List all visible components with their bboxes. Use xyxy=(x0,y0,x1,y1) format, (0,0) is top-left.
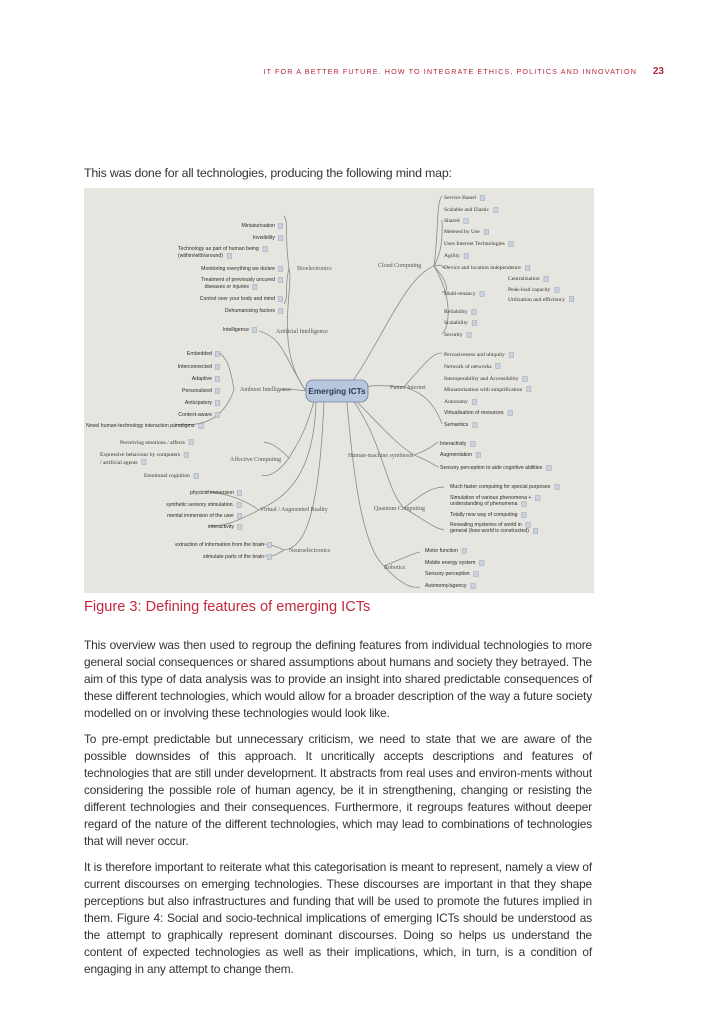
mind-map-item: Peak-load capacity xyxy=(508,287,551,293)
hub-affective-computing: Affective Computing xyxy=(230,457,282,463)
quantum-computing-items xyxy=(450,484,551,534)
mind-map-item: Simulation of various phenomena + xyxy=(450,495,532,501)
mind-map-item: Motor function xyxy=(425,548,458,554)
note-icon xyxy=(267,543,272,548)
mind-map-item: general (how world is constructed) xyxy=(450,528,530,534)
note-icon xyxy=(471,442,476,447)
virtual-reality-items xyxy=(166,490,234,530)
note-icon xyxy=(522,513,527,518)
mind-map-item: Multi-tenancy xyxy=(444,291,476,297)
body-text xyxy=(84,637,592,987)
center-node-label: Emerging ICTs xyxy=(308,387,366,396)
mind-map-item: Metered by Use xyxy=(444,229,480,235)
figure-caption: Figure 3: Defining features of emerging ICTs xyxy=(84,599,371,615)
note-icon xyxy=(278,278,283,283)
paragraph-1: This overview was then used to regroup the defining features from individual technologies to more general social consequences or shared assumptions about humans and society they betrayed. The aim of this type of data analysis was to provide an insight into shared predictable consequences of these different technologies, which would allow for a broader description of the way a future society modelled on or involving these technologies would look like. xyxy=(84,638,592,720)
note-icon xyxy=(215,413,220,418)
mind-map-item: Device and location independence xyxy=(444,265,521,271)
mind-map-item: mental immersion of the user xyxy=(167,513,234,519)
note-icon xyxy=(525,266,530,271)
note-icon xyxy=(227,254,232,259)
mind-map-item: Revealing mysteries of world in xyxy=(450,522,522,528)
mind-map-item: Intelligence xyxy=(222,327,249,333)
note-icon xyxy=(464,254,469,259)
affective-computing-items xyxy=(100,439,190,479)
mind-map-item: Interconnected xyxy=(177,364,212,370)
mind-map-item: Miniaturisation xyxy=(241,223,275,229)
mind-map-item: Sensory perception xyxy=(425,571,470,577)
hub-neuroelectronics: Neuroelectronics xyxy=(289,548,330,554)
note-icon xyxy=(480,196,485,201)
note-icon xyxy=(215,377,220,382)
mind-map-item: Expressive behaviour by computers xyxy=(100,452,181,458)
mind-map-item: Augmentation xyxy=(440,452,473,458)
note-icon xyxy=(555,485,560,490)
mind-map-item: physical immersion xyxy=(189,490,234,496)
note-icon xyxy=(527,387,532,392)
mind-map-item: Invisibility xyxy=(252,235,275,241)
note-icon xyxy=(509,242,514,247)
note-icon xyxy=(215,352,220,357)
note-icon xyxy=(474,572,479,577)
note-icon xyxy=(462,549,467,554)
mind-map-item: understanding of phenomena xyxy=(450,501,518,507)
note-icon xyxy=(278,297,283,302)
mind-map-item: Security xyxy=(444,332,463,338)
mind-map-item: Embedded xyxy=(186,351,212,357)
intro-sentence: This was done for all technologies, producing the following mind map: xyxy=(84,166,452,180)
note-icon xyxy=(509,353,514,358)
hub-future-internet: Future Internet xyxy=(390,385,426,391)
mind-map-item: Context-aware xyxy=(178,412,212,418)
note-icon xyxy=(267,555,272,560)
note-icon xyxy=(215,389,220,394)
mind-map-item: Semantics xyxy=(444,422,469,428)
mind-map-item: Autonomy xyxy=(444,399,468,405)
neuroelectronics-items xyxy=(175,542,264,560)
note-icon xyxy=(467,333,472,338)
note-icon xyxy=(471,584,476,589)
mind-map-item: extraction of information from the brain xyxy=(175,542,264,548)
note-icon xyxy=(215,365,220,370)
note-icon xyxy=(480,292,485,297)
mind-map-item: Agility xyxy=(444,253,460,259)
mind-map-item: Emotional cognition xyxy=(144,473,190,479)
future-internet-items xyxy=(444,352,523,428)
hub-robotics: Robotics xyxy=(384,565,406,571)
mind-map-item: Novel human-technology interaction paradigms xyxy=(86,423,195,429)
mind-map-item: Adaptive xyxy=(191,376,212,382)
note-icon xyxy=(484,230,489,235)
note-icon xyxy=(237,491,242,496)
note-icon xyxy=(252,328,257,333)
mind-map-item: Much faster computing for special purposes xyxy=(450,484,551,490)
running-title: IT FOR A BETTER FUTURE. HOW TO INTEGRATE ETHICS, POLITICS AND INNOVATION xyxy=(263,67,637,76)
mind-map-item: Treatment of previously uncured xyxy=(200,277,275,283)
ambient-intelligence-items xyxy=(86,351,212,429)
mind-map-item: Sensory perception to aide cognitive abilities xyxy=(440,465,543,471)
page-number: 23 xyxy=(652,66,664,77)
paragraph-3: It is therefore important to reiterate what this categorisation is meant to represent, namely a view of current discourses on emerging technologies. These discourses are important in that they shape perceptions but also infrastructures and funding that will be used to promote the futures implied in them. Figure 4: Social and socio-technical implications of emerging ICTs should be understood as the attempt to graphically represent dominant discourses. Doing so helps us understand the content of expected technologies as well as their implications, which, in turn, is a condition of engaging in any attempt to change them. xyxy=(84,860,592,976)
mind-map-item: Pervasiveness and ubiquity xyxy=(444,352,505,358)
hub-cloud-computing: Cloud Computing xyxy=(378,263,422,269)
note-icon xyxy=(237,525,242,530)
note-icon xyxy=(544,277,549,282)
note-icon xyxy=(237,503,242,508)
note-icon xyxy=(533,529,538,534)
paragraph-2: To pre-empt predictable but unnecessary criticism, we need to state that we are aware of the possible downsides of this approach. It uncritically accepts descriptions and features of technologies that are still under development. It abstracts from real uses and environ-ments without considering the possible role of human agency, be it in strengthening, changing or resisting the different technologies and their consequences. Furthermore, it regroups features without deeper regard of the nature of the different technologies, which may lead to combinations of technologies that will never occur. xyxy=(84,732,592,848)
note-icon xyxy=(194,474,199,479)
mind-map-item: stimulate parts of the brain xyxy=(202,554,264,560)
note-icon xyxy=(522,502,527,507)
mind-map-item: Autonomy/agency xyxy=(425,583,467,589)
note-icon xyxy=(278,224,283,229)
hub-bioelectronics: Bioelectronics xyxy=(297,266,332,272)
mind-map-item: (within/with/around) xyxy=(178,253,223,259)
hub-human-machine: Human-machine symbiosis xyxy=(348,453,414,459)
mind-map-item: Virtualisation of resources xyxy=(444,410,504,416)
note-icon xyxy=(494,208,499,213)
note-icon xyxy=(472,400,477,405)
note-icon xyxy=(278,236,283,241)
note-icon xyxy=(508,411,513,416)
mind-map-item: Totally new way of computing xyxy=(450,512,518,518)
mind-map-item: Centralization xyxy=(508,276,540,282)
mind-map-item: Shared xyxy=(444,218,460,224)
note-icon xyxy=(523,377,528,382)
hub-artificial-intelligence: Artificial Intelligence xyxy=(276,329,328,335)
mind-map-item: synthetic sensory stimulation. xyxy=(166,502,234,508)
mind-map-item: Monitoring everything we do/are xyxy=(201,266,275,272)
mind-map-item: Anticipatory xyxy=(184,400,212,406)
mind-map-item: Mobile energy system xyxy=(425,560,476,566)
mind-map-item: Interoperability and Accessibility xyxy=(444,376,519,382)
mind-map-item: Scalability xyxy=(444,320,468,326)
note-icon xyxy=(496,364,501,369)
mind-map-item: Personalized xyxy=(182,388,212,394)
mind-map-svg xyxy=(84,188,594,593)
note-icon xyxy=(535,496,540,501)
bioelectronics-items xyxy=(178,223,275,333)
note-icon xyxy=(215,401,220,406)
hub-quantum-computing: Quantum Computing xyxy=(374,506,425,512)
note-icon xyxy=(555,288,560,293)
note-icon xyxy=(473,423,478,428)
note-icon xyxy=(237,514,242,519)
hub-ambient-intelligence: Ambient Intelligence xyxy=(240,387,291,393)
note-icon xyxy=(479,561,484,566)
mind-map-figure xyxy=(84,188,594,593)
mind-map-item: Uses Internet Technologies xyxy=(444,241,505,247)
note-icon xyxy=(526,523,531,528)
note-icon xyxy=(278,309,283,314)
mind-map-item: / artificial agents xyxy=(100,460,138,466)
note-icon xyxy=(252,285,257,290)
note-icon xyxy=(569,297,574,302)
mind-map-item: Scalable and Elastic xyxy=(444,207,490,213)
mind-map-item: Control over your body and mind xyxy=(199,296,275,302)
note-icon xyxy=(476,453,481,458)
mind-map-item: Network of networks xyxy=(444,364,492,370)
note-icon xyxy=(472,321,477,326)
mind-map-item: diseases or injuries xyxy=(204,284,249,290)
robotics-items xyxy=(425,548,475,589)
note-icon xyxy=(142,460,147,465)
human-machine-items xyxy=(440,441,543,471)
note-icon xyxy=(263,247,268,252)
note-icon xyxy=(472,310,477,315)
mind-map-item: Dehumanising factors xyxy=(224,308,275,314)
note-icon xyxy=(464,219,469,224)
mind-map-item: Technology as part of human being xyxy=(178,246,259,252)
mind-map-item: interactivity xyxy=(208,524,234,530)
mind-map-item: Miniaturisation with simplification xyxy=(444,387,523,393)
note-icon xyxy=(189,440,194,445)
note-icon xyxy=(278,267,283,272)
hub-virtual-reality: Virtual / Augmented Reality xyxy=(260,507,328,513)
mind-map-item: Reliability xyxy=(444,309,468,315)
note-icon xyxy=(184,453,189,458)
mind-map-item: Perceiving emotions / affects xyxy=(120,440,185,446)
mind-map-item: Utilization and efficiency xyxy=(508,297,566,303)
mind-map-item: Interactivity xyxy=(440,441,467,447)
cloud-computing-items xyxy=(444,195,565,338)
note-icon xyxy=(199,424,204,429)
running-header xyxy=(0,67,728,81)
note-icon xyxy=(547,466,552,471)
mind-map-item: Service Based xyxy=(444,195,476,201)
